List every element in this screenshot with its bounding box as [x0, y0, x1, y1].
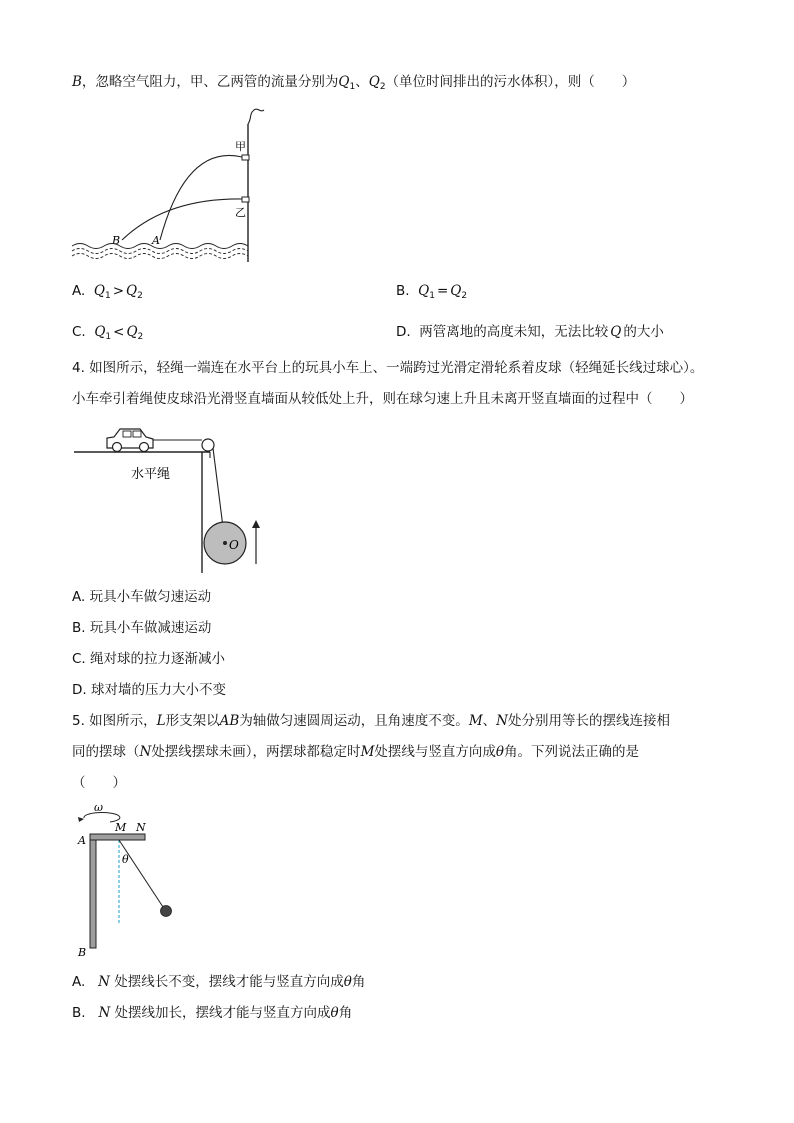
label-a: A [78, 834, 86, 847]
text: 处摆线与竖直方向成 [374, 744, 496, 760]
separator: 、 [355, 74, 369, 90]
text: 同的摆球（ [72, 744, 140, 760]
var-theta: θ [495, 744, 505, 760]
var-n: N [98, 1005, 111, 1021]
label-n: N [136, 821, 146, 834]
text: 5. 如图所示， [72, 713, 157, 729]
q3-intro-text: ，忽略空气阻力，甲、乙两管的流量分别为 [81, 74, 339, 90]
var-q: Q [126, 283, 138, 299]
var-theta: θ [330, 1005, 339, 1021]
q5-answer-bracket: （ ） [72, 775, 126, 791]
option-letter: A. [72, 283, 86, 299]
option-letter: A. [72, 974, 86, 990]
rotation-arrow-icon [78, 817, 84, 822]
trajectory-jia [160, 155, 242, 240]
q4-stem-line2: 小车牵引着绳使皮球沿光滑竖直墙面从较低处上升，则在球匀速上升且未离开竖直墙面的过程中（ ） [72, 391, 693, 407]
q3-option-b[interactable] [396, 281, 467, 306]
option-text: 处摆线加长，摆线才能与竖直方向成 [114, 1005, 331, 1021]
text: 形支架以 [165, 713, 220, 729]
option-letter: D. [396, 324, 411, 340]
text: 处摆线摆球未画），两摆球都稳定时 [151, 744, 361, 760]
trajectory-yi [122, 199, 242, 240]
text: 为轴做匀速圆周运动，且角速度不变。 [239, 713, 469, 729]
relation-symbol: = [436, 283, 449, 299]
var-q2: Q [368, 74, 380, 90]
q4-option-c[interactable]: C. 绳对球的拉力逐渐减小 [72, 651, 226, 667]
var-q: Q [94, 324, 106, 340]
var-ab: AB [219, 713, 240, 729]
arrow-head [252, 520, 260, 528]
var-n: N [139, 744, 152, 760]
relation-symbol: < [113, 324, 125, 340]
q5-figure [70, 800, 210, 960]
q5-option-a[interactable] [72, 972, 365, 992]
var-q: Q [450, 283, 462, 299]
q5-stem-line2 [72, 742, 639, 762]
q3-option-a[interactable] [72, 281, 143, 306]
q4-stem-line1: 4. 如图所示，轻绳一端连在水平台上的玩具小车上、一端跨过光滑定滑轮系着皮球（轻绳延长线过球心）。 [72, 360, 704, 376]
label-horizontal-rope: 水平绳 [131, 467, 171, 482]
sub: 2 [137, 291, 143, 301]
var-q: Q [126, 324, 138, 340]
sub: 2 [137, 332, 144, 342]
sub: 1 [104, 291, 111, 301]
label-yi: 乙 [235, 206, 246, 219]
text: 角。下列说法正确的是 [504, 744, 640, 760]
var-q1: Q [338, 74, 350, 90]
pipe-jia [242, 155, 249, 160]
q4-option-d[interactable]: D. 球对墙的压力大小不变 [72, 682, 226, 698]
var-q: Q [93, 283, 105, 299]
pulley-icon [202, 439, 214, 451]
label-theta: θ [122, 853, 129, 866]
label-omega: ω [94, 801, 103, 814]
var-q: Q [610, 324, 622, 340]
option-text-tail: 角 [338, 1005, 353, 1021]
option-letter: B. [72, 1005, 86, 1021]
toy-car [107, 429, 153, 452]
label-point-a: A [152, 234, 160, 247]
option-letter: B. [396, 283, 410, 299]
pipe-yi [242, 197, 249, 202]
label-b: B [78, 946, 87, 959]
q4-figure [74, 418, 274, 578]
label-center-o: O [229, 538, 239, 552]
sub: 1 [105, 332, 112, 342]
sub: 2 [461, 291, 468, 301]
q5-stem-line1 [72, 711, 670, 731]
q4-option-a[interactable]: A. 玩具小车做匀速运动 [72, 589, 212, 605]
q3-option-d[interactable] [396, 322, 664, 342]
option-text: 两管离地的高度未知，无法比较 [419, 324, 609, 340]
var-b: B [72, 74, 82, 90]
relation-symbol: > [112, 283, 125, 299]
option-text-tail: 的大小 [623, 324, 664, 340]
sub-2: 2 [379, 82, 386, 92]
option-text: 处摆线长不变，摆线才能与竖直方向成 [114, 974, 344, 990]
label-point-b: B [112, 234, 121, 247]
horizontal-arm [90, 834, 145, 840]
q3-intro [72, 72, 635, 97]
q5-option-b[interactable] [72, 1003, 352, 1023]
separator: 、 [482, 713, 497, 729]
label-jia: 甲 [235, 140, 246, 153]
var-q: Q [418, 283, 430, 299]
var-m: M [360, 744, 375, 760]
var-theta: θ [343, 974, 352, 990]
sub: 1 [429, 291, 435, 301]
var-l: L [156, 713, 166, 729]
ball-center [223, 541, 227, 545]
wall-break-mark [248, 109, 264, 124]
option-letter: C. [72, 324, 86, 340]
q3-figure [66, 106, 286, 268]
pendulum-string [119, 840, 165, 910]
sub-1: 1 [349, 82, 356, 92]
water-surface [72, 244, 248, 259]
vertical-bar-ab [90, 834, 96, 948]
var-n: N [98, 974, 110, 990]
q4-option-b[interactable]: B. 玩具小车做减速运动 [72, 620, 212, 636]
text: 处分别用等长的摆线连接相 [507, 713, 670, 729]
q3-option-c[interactable] [72, 322, 143, 347]
var-m: M [468, 713, 483, 729]
option-text-tail: 角 [351, 974, 366, 990]
q3-intro-tail: （单位时间排出的污水体积），则（ ） [385, 74, 636, 90]
label-m: M [115, 821, 127, 834]
pendulum-ball [161, 906, 172, 917]
var-n: N [496, 713, 508, 729]
